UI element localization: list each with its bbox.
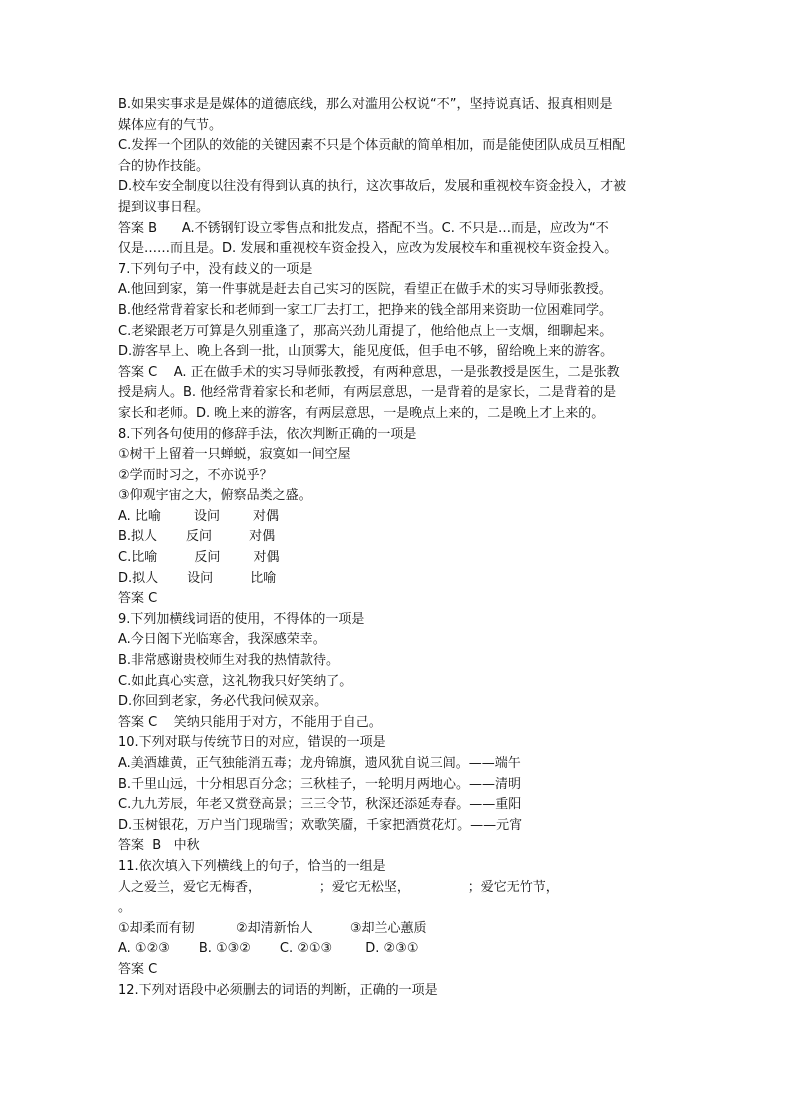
option-line: C.九九芳辰，年老又赏登高景；三三令节，秋深还添延寿春。——重阳 [118, 797, 522, 813]
option-line: A. ①②③ B. ①③② C. ②①③ D. ②③① [118, 941, 419, 957]
option-line: D.玉树银花，万户当门现瑞雪；欢歌笑靥，千家把酒赏花灯。——元宵 [118, 817, 523, 833]
answer-line: 答案 C A. 正在做手术的实习导师张教授，有两种意思，一是张教授是医生，二是张教 [118, 364, 620, 380]
sentence-line: ③仰观宇宙之大，俯察品类之盛。 [118, 488, 312, 504]
question-title: 7.下列句子中，没有歧义的一项是 [118, 261, 313, 277]
answer-line: 授是病人。B. 他经常背着家长和老师，有两层意思，一是背着的是家长，二是背着的是 [118, 385, 617, 401]
answer-line: 仅是……而且是。D. 发展和重视校车资金投入，应改为发展校车和重视校车资金投入。 [118, 241, 618, 257]
sentence-line: ①树干上留着一只蝉蜕，寂寞如一间空屋 [118, 447, 351, 463]
option-line: B.他经常背着家长和老师到一家工厂去打工，把挣来的钱全部用来资助一位困难同学。 [118, 302, 613, 318]
text-line: 媒体应有的气节。 [118, 117, 223, 133]
option-line: D.拟人 设问 比喻 [118, 570, 277, 586]
option-line: B.千里山远，十分相思百分念；三秋桂子，一轮明月两地心。——清明 [118, 776, 522, 792]
option-line: D.你回到老家，务必代我问候双亲。 [118, 694, 328, 710]
question-title: 9.下列加横线词语的使用，不得体的一项是 [118, 611, 365, 627]
sentence-line: 。 [118, 900, 132, 916]
option-line: B.拟人 反问 对偶 [118, 529, 276, 545]
answer-line: 答案 C 笑纳只能用于对方，不能用于自己。 [118, 714, 382, 730]
text-line: 提到议事日程。 [118, 199, 210, 215]
option-line: D.游客早上、晚上各到一批，山顶雾大，能见度低，但手电不够，留给晚上来的游客。 [118, 344, 614, 360]
sentence-line: ②学而时习之，不亦说乎？ [118, 467, 273, 483]
option-line: C.如此真心实意，这礼物我只好笑纳了。 [118, 673, 353, 689]
answer-line: 答案 B A.不锈钢钉设立零售点和批发点，搭配不当。C. 不只是…而是，应改为“不 [118, 220, 609, 236]
option-line: A. 比喻 设问 对偶 [118, 508, 280, 524]
question-title: 11.依次填入下列横线上的句子，恰当的一组是 [118, 858, 386, 874]
answer-line: 答案 B 中秋 [118, 838, 200, 854]
document-page [118, 95, 678, 1001]
question-title: 10.下列对联与传统节日的对应，错误的一项是 [118, 735, 386, 751]
option-line: C.比喻 反问 对偶 [118, 550, 280, 566]
option-line: A.美酒雄黄，正气独能消五毒；龙舟锦旗，遗风犹自说三闾。——端午 [118, 756, 521, 771]
question-title: 8.下列各句使用的修辞手法，依次判断正确的一项是 [118, 426, 417, 442]
sentence-line: ①却柔而有韧 ②却清新怡人 ③却兰心蕙质 [118, 920, 427, 936]
text-line: 合的协作技能。 [118, 158, 210, 174]
answer-line: 答案 C [118, 961, 158, 977]
sentence-line: 人之爱兰，爱它无梅香， ；爱它无松坚， ；爱它无竹节， [118, 879, 559, 895]
answer-line: 答案 C [118, 591, 158, 607]
option-line: C.老梁跟老万可算是久别重逢了，那高兴劲儿甭提了，他给他点上一支烟，细聊起来。 [118, 323, 613, 339]
text-line: B.如果实事求是是媒体的道德底线，那么对滥用公权说“不”，坚持说真话、报真相则是 [118, 97, 613, 112]
option-line: B.非常感谢贵校师生对我的热情款待。 [118, 653, 340, 669]
question-title: 12.下列对语段中必须删去的词语的判断，正确的一项是 [118, 982, 438, 998]
text-line: D.校车安全制度以往没有得到认真的执行，这次事故后，发展和重视校车资金投入，才被 [118, 179, 627, 195]
answer-line: 家长和老师。D. 晚上来的游客，有两层意思，一是晚点上来的，二是晚上才上来的。 [118, 405, 605, 421]
text-line: C.发挥一个团队的效能的关键因素不只是个体贡献的简单相加，而是能使团队成员互相配 [118, 138, 626, 154]
option-line: A.今日阁下光临寒舍，我深感荣幸。 [118, 632, 326, 648]
option-line: A.他回到家，第一件事就是赶去自己实习的医院，看望正在做手术的实习导师张教授。 [118, 282, 612, 298]
